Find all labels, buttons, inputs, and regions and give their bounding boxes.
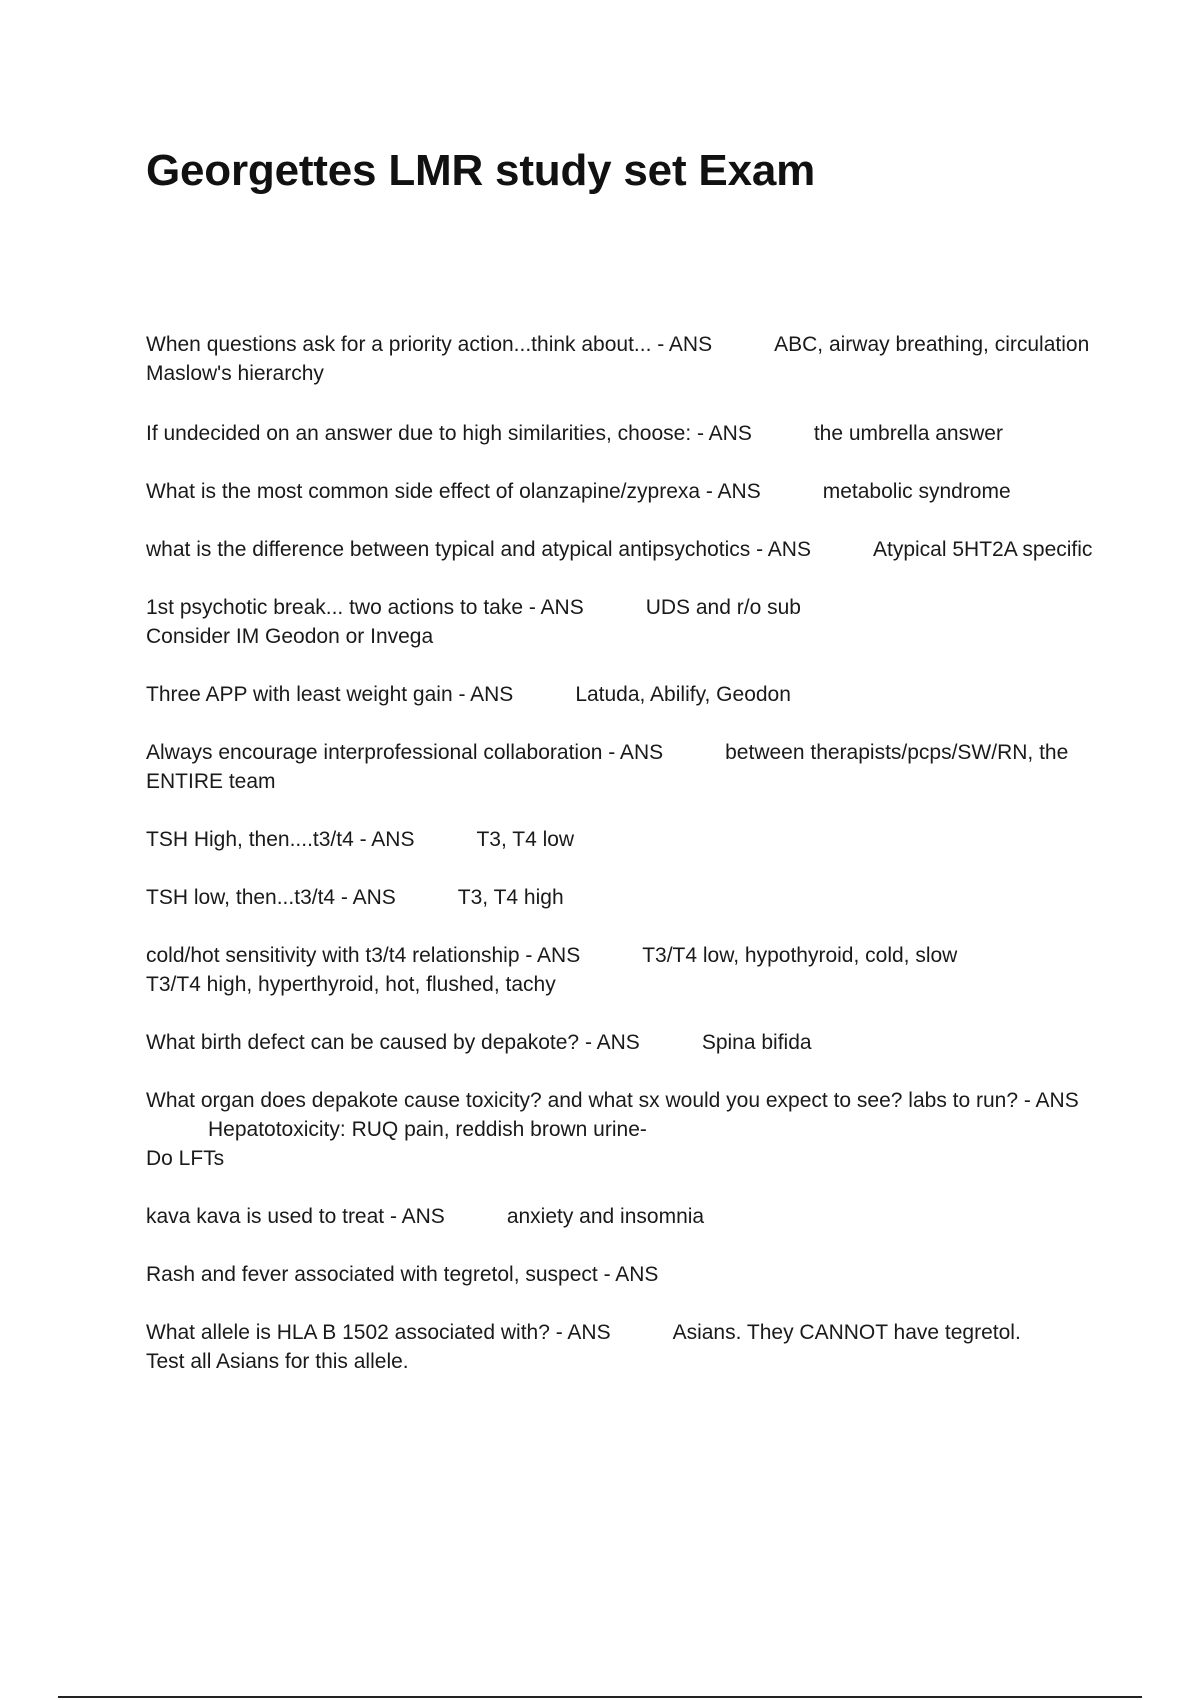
- qa-item: [146, 883, 1096, 912]
- qa-answer: Spina bifida: [701, 1031, 812, 1054]
- qa-item: [146, 941, 1096, 999]
- qa-answer: Asians. They CANNOT have tegretol. Test all Asians for this allele.: [146, 1321, 1021, 1373]
- qa-answer: metabolic syndrome: [822, 480, 1011, 503]
- qa-question: cold/hot sensitivity with t3/t4 relationship - ANS: [146, 944, 581, 967]
- qa-question: what is the difference between typical and atypical antipsychotics - ANS: [146, 538, 811, 561]
- qa-answer: T3/T4 low, hypothyroid, cold, slow T3/T4 high, hyperthyroid, hot, flushed, tachy: [146, 944, 958, 996]
- qa-question: If undecided on an answer due to high similarities, choose: - ANS: [146, 422, 752, 445]
- qa-item: [146, 593, 1096, 651]
- qa-question: TSH low, then...t3/t4 - ANS: [146, 886, 396, 909]
- qa-question: Always encourage interprofessional collaboration - ANS: [146, 741, 664, 764]
- qa-item: [146, 825, 1096, 854]
- qa-question: Rash and fever associated with tegretol, suspect - ANS: [146, 1263, 659, 1286]
- qa-question: 1st psychotic break... two actions to take - ANS: [146, 596, 584, 619]
- qa-question: What is the most common side effect of olanzapine/zyprexa - ANS: [146, 480, 761, 503]
- qa-question: Three APP with least weight gain - ANS: [146, 683, 514, 706]
- qa-question: What birth defect can be caused by depakote? - ANS: [146, 1031, 640, 1054]
- qa-answer: UDS and r/o sub Consider IM Geodon or Invega: [146, 596, 801, 648]
- qa-answer: anxiety and insomnia: [506, 1205, 705, 1228]
- qa-item: [146, 738, 1096, 796]
- qa-item: [146, 1260, 1096, 1289]
- qa-answer: Latuda, Abilify, Geodon: [575, 683, 791, 706]
- qa-answer: T3, T4 high: [457, 886, 564, 909]
- qa-answer: between therapists/pcps/SW/RN, the ENTIRE team: [146, 741, 1075, 793]
- qa-item: [146, 1028, 1096, 1057]
- qa-list: [146, 330, 1096, 1376]
- qa-item: [146, 1202, 1096, 1231]
- qa-question: What allele is HLA B 1502 associated with? - ANS: [146, 1321, 611, 1344]
- qa-question: What organ does depakote cause toxicity? and what sx would you expect to see? labs to run? - ANS: [146, 1089, 1079, 1112]
- qa-answer: T3, T4 low: [476, 828, 575, 851]
- qa-answer: Atypical 5HT2A specific: [872, 538, 1093, 561]
- qa-item: [146, 535, 1096, 564]
- qa-answer: the umbrella answer: [813, 422, 1003, 445]
- qa-item: [146, 477, 1096, 506]
- qa-item: [146, 330, 1096, 388]
- qa-question: kava kava is used to treat - ANS: [146, 1205, 445, 1228]
- qa-question: TSH High, then....t3/t4 - ANS: [146, 828, 415, 851]
- bottom-divider: [58, 1696, 1142, 1698]
- qa-item: [146, 680, 1096, 709]
- qa-question: When questions ask for a priority action...think about... - ANS: [146, 333, 713, 356]
- qa-item: [146, 419, 1096, 448]
- document-title: Georgettes LMR study set Exam: [146, 146, 816, 195]
- qa-answer: Hepatotoxicity: RUQ pain, reddish brown urine- Do LFTs: [146, 1118, 647, 1170]
- qa-item: [146, 1086, 1096, 1173]
- qa-item: [146, 1318, 1096, 1376]
- qa-answer: ABC, airway breathing, circulation Maslow's hierarchy: [146, 333, 1090, 385]
